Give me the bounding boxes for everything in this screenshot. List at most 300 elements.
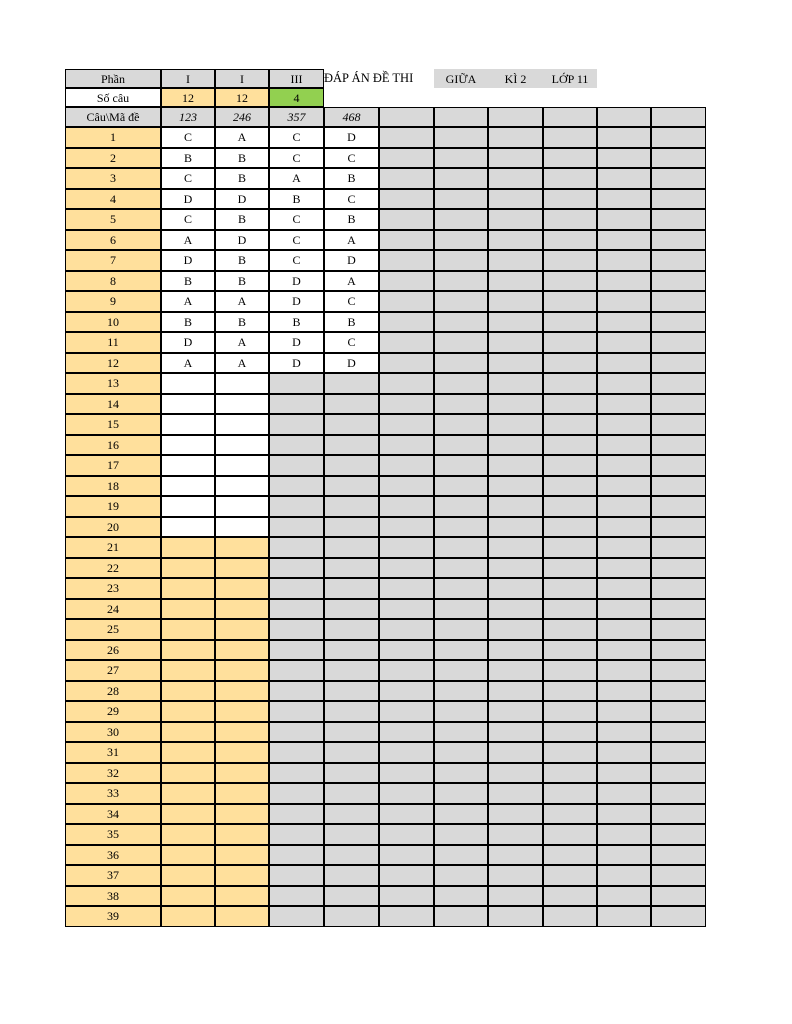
empty-cell[interactable] (324, 742, 379, 763)
empty-cell[interactable] (215, 414, 269, 435)
empty-cell[interactable] (543, 250, 597, 271)
empty-cell[interactable] (543, 763, 597, 784)
empty-cell[interactable] (379, 722, 434, 743)
empty-cell[interactable] (488, 886, 543, 907)
empty-cell[interactable] (324, 414, 379, 435)
empty-cell[interactable] (434, 414, 488, 435)
exam-code-cell[interactable]: 468 (324, 107, 379, 127)
empty-cell[interactable] (161, 783, 215, 804)
empty-cell[interactable] (434, 148, 488, 169)
empty-cell[interactable] (543, 517, 597, 538)
answer-cell[interactable]: D (324, 353, 379, 374)
empty-cell[interactable] (434, 230, 488, 251)
empty-cell[interactable] (324, 845, 379, 866)
empty-cell[interactable] (269, 578, 324, 599)
empty-cell[interactable] (597, 476, 651, 497)
empty-cell[interactable] (379, 189, 434, 210)
empty-cell[interactable] (215, 783, 269, 804)
empty-cell[interactable] (488, 291, 543, 312)
empty-cell[interactable] (379, 127, 434, 148)
empty-cell[interactable] (379, 742, 434, 763)
empty-cell[interactable] (161, 476, 215, 497)
empty-cell[interactable] (543, 824, 597, 845)
empty-cell[interactable] (543, 414, 597, 435)
empty-cell[interactable] (488, 189, 543, 210)
empty-cell[interactable] (597, 291, 651, 312)
answer-cell[interactable]: D (215, 189, 269, 210)
exam-code-cell[interactable]: 123 (161, 107, 215, 127)
empty-cell[interactable] (269, 517, 324, 538)
empty-cell[interactable] (161, 435, 215, 456)
empty-cell[interactable] (161, 845, 215, 866)
answer-cell[interactable]: A (324, 271, 379, 292)
answer-cell[interactable]: D (269, 271, 324, 292)
empty-cell[interactable] (269, 845, 324, 866)
empty-cell[interactable] (597, 845, 651, 866)
empty-cell[interactable] (324, 660, 379, 681)
empty-cell[interactable] (269, 373, 324, 394)
answer-cell[interactable]: D (161, 332, 215, 353)
empty-cell[interactable] (434, 209, 488, 230)
answer-cell[interactable]: B (215, 250, 269, 271)
empty-cell[interactable] (597, 722, 651, 743)
empty-cell[interactable] (651, 640, 706, 661)
empty-cell[interactable] (651, 763, 706, 784)
empty-cell[interactable] (597, 701, 651, 722)
empty-cell[interactable] (379, 906, 434, 927)
empty-cell[interactable] (488, 148, 543, 169)
empty-cell[interactable] (269, 558, 324, 579)
empty-cell[interactable] (379, 332, 434, 353)
exam-code-cell[interactable]: 357 (269, 107, 324, 127)
empty-cell[interactable] (543, 209, 597, 230)
empty-cell[interactable] (543, 148, 597, 169)
empty-cell[interactable] (488, 558, 543, 579)
empty-cell[interactable] (434, 394, 488, 415)
answer-cell[interactable]: D (269, 353, 324, 374)
empty-cell[interactable] (269, 619, 324, 640)
empty-cell[interactable] (543, 619, 597, 640)
answer-cell[interactable]: B (269, 312, 324, 333)
answer-cell[interactable]: D (324, 250, 379, 271)
answer-cell[interactable]: B (324, 168, 379, 189)
empty-cell[interactable] (651, 886, 706, 907)
empty-cell[interactable] (488, 783, 543, 804)
empty-cell[interactable] (434, 107, 488, 127)
answer-cell[interactable]: C (161, 127, 215, 148)
empty-cell[interactable] (543, 332, 597, 353)
empty-cell[interactable] (597, 414, 651, 435)
empty-cell[interactable] (434, 558, 488, 579)
empty-cell[interactable] (324, 763, 379, 784)
empty-cell[interactable] (488, 312, 543, 333)
empty-cell[interactable] (597, 168, 651, 189)
empty-cell[interactable] (215, 722, 269, 743)
empty-cell[interactable] (597, 517, 651, 538)
empty-cell[interactable] (215, 496, 269, 517)
empty-cell[interactable] (543, 681, 597, 702)
empty-cell[interactable] (269, 414, 324, 435)
empty-cell[interactable] (434, 517, 488, 538)
empty-cell[interactable] (161, 619, 215, 640)
empty-cell[interactable] (161, 578, 215, 599)
empty-cell[interactable] (543, 373, 597, 394)
answer-cell[interactable]: B (269, 189, 324, 210)
empty-cell[interactable] (434, 496, 488, 517)
empty-cell[interactable] (488, 107, 543, 127)
empty-cell[interactable] (379, 435, 434, 456)
empty-cell[interactable] (488, 271, 543, 292)
empty-cell[interactable] (597, 599, 651, 620)
empty-cell[interactable] (434, 476, 488, 497)
empty-cell[interactable] (161, 701, 215, 722)
answer-cell[interactable]: D (161, 250, 215, 271)
answer-cell[interactable]: B (324, 209, 379, 230)
empty-cell[interactable] (597, 230, 651, 251)
empty-cell[interactable] (324, 599, 379, 620)
empty-cell[interactable] (651, 271, 706, 292)
empty-cell[interactable] (651, 435, 706, 456)
empty-cell[interactable] (488, 168, 543, 189)
empty-cell[interactable] (597, 763, 651, 784)
empty-cell[interactable] (161, 722, 215, 743)
empty-cell[interactable] (324, 537, 379, 558)
empty-cell[interactable] (488, 250, 543, 271)
empty-cell[interactable] (543, 271, 597, 292)
empty-cell[interactable] (269, 804, 324, 825)
empty-cell[interactable] (379, 455, 434, 476)
empty-cell[interactable] (488, 209, 543, 230)
empty-cell[interactable] (488, 435, 543, 456)
empty-cell[interactable] (269, 476, 324, 497)
empty-cell[interactable] (597, 455, 651, 476)
empty-cell[interactable] (161, 804, 215, 825)
empty-cell[interactable] (324, 496, 379, 517)
empty-cell[interactable] (379, 312, 434, 333)
empty-cell[interactable] (488, 496, 543, 517)
empty-cell[interactable] (379, 824, 434, 845)
empty-cell[interactable] (597, 394, 651, 415)
empty-cell[interactable] (651, 865, 706, 886)
empty-cell[interactable] (543, 640, 597, 661)
empty-cell[interactable] (597, 209, 651, 230)
empty-cell[interactable] (543, 783, 597, 804)
empty-cell[interactable] (434, 742, 488, 763)
empty-cell[interactable] (597, 271, 651, 292)
empty-cell[interactable] (324, 865, 379, 886)
empty-cell[interactable] (379, 209, 434, 230)
empty-cell[interactable] (543, 865, 597, 886)
empty-cell[interactable] (434, 804, 488, 825)
count-cell[interactable]: 12 (161, 88, 215, 107)
empty-cell[interactable] (651, 599, 706, 620)
empty-cell[interactable] (379, 886, 434, 907)
empty-cell[interactable] (488, 804, 543, 825)
empty-cell[interactable] (651, 168, 706, 189)
empty-cell[interactable] (434, 271, 488, 292)
empty-cell[interactable] (434, 189, 488, 210)
empty-cell[interactable] (215, 517, 269, 538)
empty-cell[interactable] (215, 558, 269, 579)
empty-cell[interactable] (597, 865, 651, 886)
empty-cell[interactable] (379, 394, 434, 415)
empty-cell[interactable] (269, 660, 324, 681)
empty-cell[interactable] (434, 455, 488, 476)
answer-cell[interactable]: A (215, 127, 269, 148)
empty-cell[interactable] (161, 599, 215, 620)
answer-cell[interactable]: C (324, 189, 379, 210)
empty-cell[interactable] (543, 537, 597, 558)
empty-cell[interactable] (434, 599, 488, 620)
empty-cell[interactable] (379, 763, 434, 784)
empty-cell[interactable] (269, 865, 324, 886)
empty-cell[interactable] (324, 804, 379, 825)
empty-cell[interactable] (215, 865, 269, 886)
empty-cell[interactable] (488, 332, 543, 353)
empty-cell[interactable] (543, 742, 597, 763)
empty-cell[interactable] (597, 804, 651, 825)
empty-cell[interactable] (161, 373, 215, 394)
empty-cell[interactable] (651, 291, 706, 312)
empty-cell[interactable] (488, 476, 543, 497)
empty-cell[interactable] (651, 127, 706, 148)
empty-cell[interactable] (597, 496, 651, 517)
empty-cell[interactable] (488, 701, 543, 722)
answer-cell[interactable]: A (161, 291, 215, 312)
empty-cell[interactable] (543, 660, 597, 681)
empty-cell[interactable] (324, 455, 379, 476)
empty-cell[interactable] (215, 578, 269, 599)
empty-cell[interactable] (215, 455, 269, 476)
answer-cell[interactable]: B (161, 271, 215, 292)
empty-cell[interactable] (434, 783, 488, 804)
answer-cell[interactable]: B (324, 312, 379, 333)
empty-cell[interactable] (488, 865, 543, 886)
empty-cell[interactable] (597, 107, 651, 127)
empty-cell[interactable] (543, 578, 597, 599)
empty-cell[interactable] (597, 906, 651, 927)
empty-cell[interactable] (543, 291, 597, 312)
empty-cell[interactable] (597, 558, 651, 579)
empty-cell[interactable] (324, 476, 379, 497)
empty-cell[interactable] (324, 906, 379, 927)
empty-cell[interactable] (488, 414, 543, 435)
empty-cell[interactable] (434, 619, 488, 640)
empty-cell[interactable] (651, 373, 706, 394)
empty-cell[interactable] (215, 640, 269, 661)
empty-cell[interactable] (324, 517, 379, 538)
empty-cell[interactable] (597, 353, 651, 374)
empty-cell[interactable] (215, 373, 269, 394)
empty-cell[interactable] (543, 701, 597, 722)
empty-cell[interactable] (379, 107, 434, 127)
empty-cell[interactable] (379, 517, 434, 538)
empty-cell[interactable] (434, 127, 488, 148)
empty-cell[interactable] (543, 312, 597, 333)
empty-cell[interactable] (543, 189, 597, 210)
empty-cell[interactable] (161, 681, 215, 702)
answer-cell[interactable]: A (324, 230, 379, 251)
empty-cell[interactable] (597, 435, 651, 456)
empty-cell[interactable] (597, 312, 651, 333)
empty-cell[interactable] (543, 107, 597, 127)
empty-cell[interactable] (651, 148, 706, 169)
empty-cell[interactable] (379, 783, 434, 804)
empty-cell[interactable] (269, 537, 324, 558)
empty-cell[interactable] (651, 824, 706, 845)
empty-cell[interactable] (488, 742, 543, 763)
empty-cell[interactable] (161, 640, 215, 661)
empty-cell[interactable] (215, 599, 269, 620)
empty-cell[interactable] (543, 558, 597, 579)
empty-cell[interactable] (434, 353, 488, 374)
empty-cell[interactable] (161, 763, 215, 784)
empty-cell[interactable] (215, 681, 269, 702)
empty-cell[interactable] (434, 906, 488, 927)
empty-cell[interactable] (651, 845, 706, 866)
answer-cell[interactable]: D (324, 127, 379, 148)
empty-cell[interactable] (161, 865, 215, 886)
empty-cell[interactable] (379, 660, 434, 681)
empty-cell[interactable] (488, 455, 543, 476)
empty-cell[interactable] (597, 373, 651, 394)
empty-cell[interactable] (488, 127, 543, 148)
exam-code-cell[interactable]: 246 (215, 107, 269, 127)
empty-cell[interactable] (269, 742, 324, 763)
empty-cell[interactable] (651, 455, 706, 476)
empty-cell[interactable] (379, 373, 434, 394)
empty-cell[interactable] (543, 886, 597, 907)
answer-cell[interactable]: C (324, 332, 379, 353)
empty-cell[interactable] (651, 660, 706, 681)
empty-cell[interactable] (597, 886, 651, 907)
empty-cell[interactable] (161, 517, 215, 538)
empty-cell[interactable] (488, 640, 543, 661)
answer-cell[interactable]: B (161, 148, 215, 169)
empty-cell[interactable] (379, 168, 434, 189)
empty-cell[interactable] (379, 681, 434, 702)
empty-cell[interactable] (488, 845, 543, 866)
empty-cell[interactable] (324, 373, 379, 394)
answer-cell[interactable]: C (269, 250, 324, 271)
answer-cell[interactable]: C (269, 230, 324, 251)
empty-cell[interactable] (651, 476, 706, 497)
answer-cell[interactable]: B (215, 209, 269, 230)
empty-cell[interactable] (488, 681, 543, 702)
empty-cell[interactable] (597, 783, 651, 804)
empty-cell[interactable] (488, 353, 543, 374)
empty-cell[interactable] (324, 394, 379, 415)
empty-cell[interactable] (434, 886, 488, 907)
empty-cell[interactable] (434, 701, 488, 722)
empty-cell[interactable] (324, 681, 379, 702)
answer-cell[interactable]: C (161, 168, 215, 189)
answer-cell[interactable]: C (161, 209, 215, 230)
empty-cell[interactable] (379, 558, 434, 579)
empty-cell[interactable] (324, 619, 379, 640)
empty-cell[interactable] (161, 742, 215, 763)
empty-cell[interactable] (434, 722, 488, 743)
empty-cell[interactable] (543, 168, 597, 189)
empty-cell[interactable] (434, 681, 488, 702)
empty-cell[interactable] (488, 517, 543, 538)
empty-cell[interactable] (161, 660, 215, 681)
empty-cell[interactable] (488, 599, 543, 620)
empty-cell[interactable] (651, 619, 706, 640)
empty-cell[interactable] (543, 845, 597, 866)
empty-cell[interactable] (379, 496, 434, 517)
answer-cell[interactable]: A (215, 332, 269, 353)
empty-cell[interactable] (161, 824, 215, 845)
empty-cell[interactable] (488, 537, 543, 558)
empty-cell[interactable] (651, 701, 706, 722)
empty-cell[interactable] (324, 722, 379, 743)
empty-cell[interactable] (269, 496, 324, 517)
answer-cell[interactable]: C (324, 291, 379, 312)
answer-cell[interactable]: B (215, 271, 269, 292)
empty-cell[interactable] (269, 763, 324, 784)
empty-cell[interactable] (434, 763, 488, 784)
answer-cell[interactable]: A (215, 353, 269, 374)
empty-cell[interactable] (651, 496, 706, 517)
empty-cell[interactable] (651, 189, 706, 210)
empty-cell[interactable] (215, 824, 269, 845)
empty-cell[interactable] (597, 250, 651, 271)
empty-cell[interactable] (651, 107, 706, 127)
empty-cell[interactable] (269, 722, 324, 743)
empty-cell[interactable] (161, 558, 215, 579)
empty-cell[interactable] (379, 640, 434, 661)
answer-cell[interactable]: D (161, 189, 215, 210)
count-cell[interactable]: 4 (269, 88, 324, 107)
empty-cell[interactable] (651, 517, 706, 538)
empty-cell[interactable] (434, 250, 488, 271)
empty-cell[interactable] (269, 455, 324, 476)
empty-cell[interactable] (269, 681, 324, 702)
empty-cell[interactable] (269, 783, 324, 804)
answer-cell[interactable]: B (161, 312, 215, 333)
empty-cell[interactable] (215, 804, 269, 825)
empty-cell[interactable] (651, 537, 706, 558)
empty-cell[interactable] (215, 537, 269, 558)
empty-cell[interactable] (543, 455, 597, 476)
answer-cell[interactable]: C (269, 127, 324, 148)
empty-cell[interactable] (434, 845, 488, 866)
empty-cell[interactable] (597, 148, 651, 169)
empty-cell[interactable] (379, 845, 434, 866)
empty-cell[interactable] (543, 230, 597, 251)
empty-cell[interactable] (434, 824, 488, 845)
answer-cell[interactable]: C (269, 148, 324, 169)
empty-cell[interactable] (324, 783, 379, 804)
empty-cell[interactable] (651, 332, 706, 353)
empty-cell[interactable] (215, 906, 269, 927)
empty-cell[interactable] (651, 353, 706, 374)
empty-cell[interactable] (324, 640, 379, 661)
empty-cell[interactable] (379, 148, 434, 169)
empty-cell[interactable] (379, 476, 434, 497)
empty-cell[interactable] (434, 640, 488, 661)
empty-cell[interactable] (161, 455, 215, 476)
empty-cell[interactable] (324, 886, 379, 907)
empty-cell[interactable] (161, 906, 215, 927)
empty-cell[interactable] (434, 373, 488, 394)
empty-cell[interactable] (434, 660, 488, 681)
empty-cell[interactable] (434, 168, 488, 189)
empty-cell[interactable] (269, 435, 324, 456)
empty-cell[interactable] (651, 312, 706, 333)
empty-cell[interactable] (651, 906, 706, 927)
